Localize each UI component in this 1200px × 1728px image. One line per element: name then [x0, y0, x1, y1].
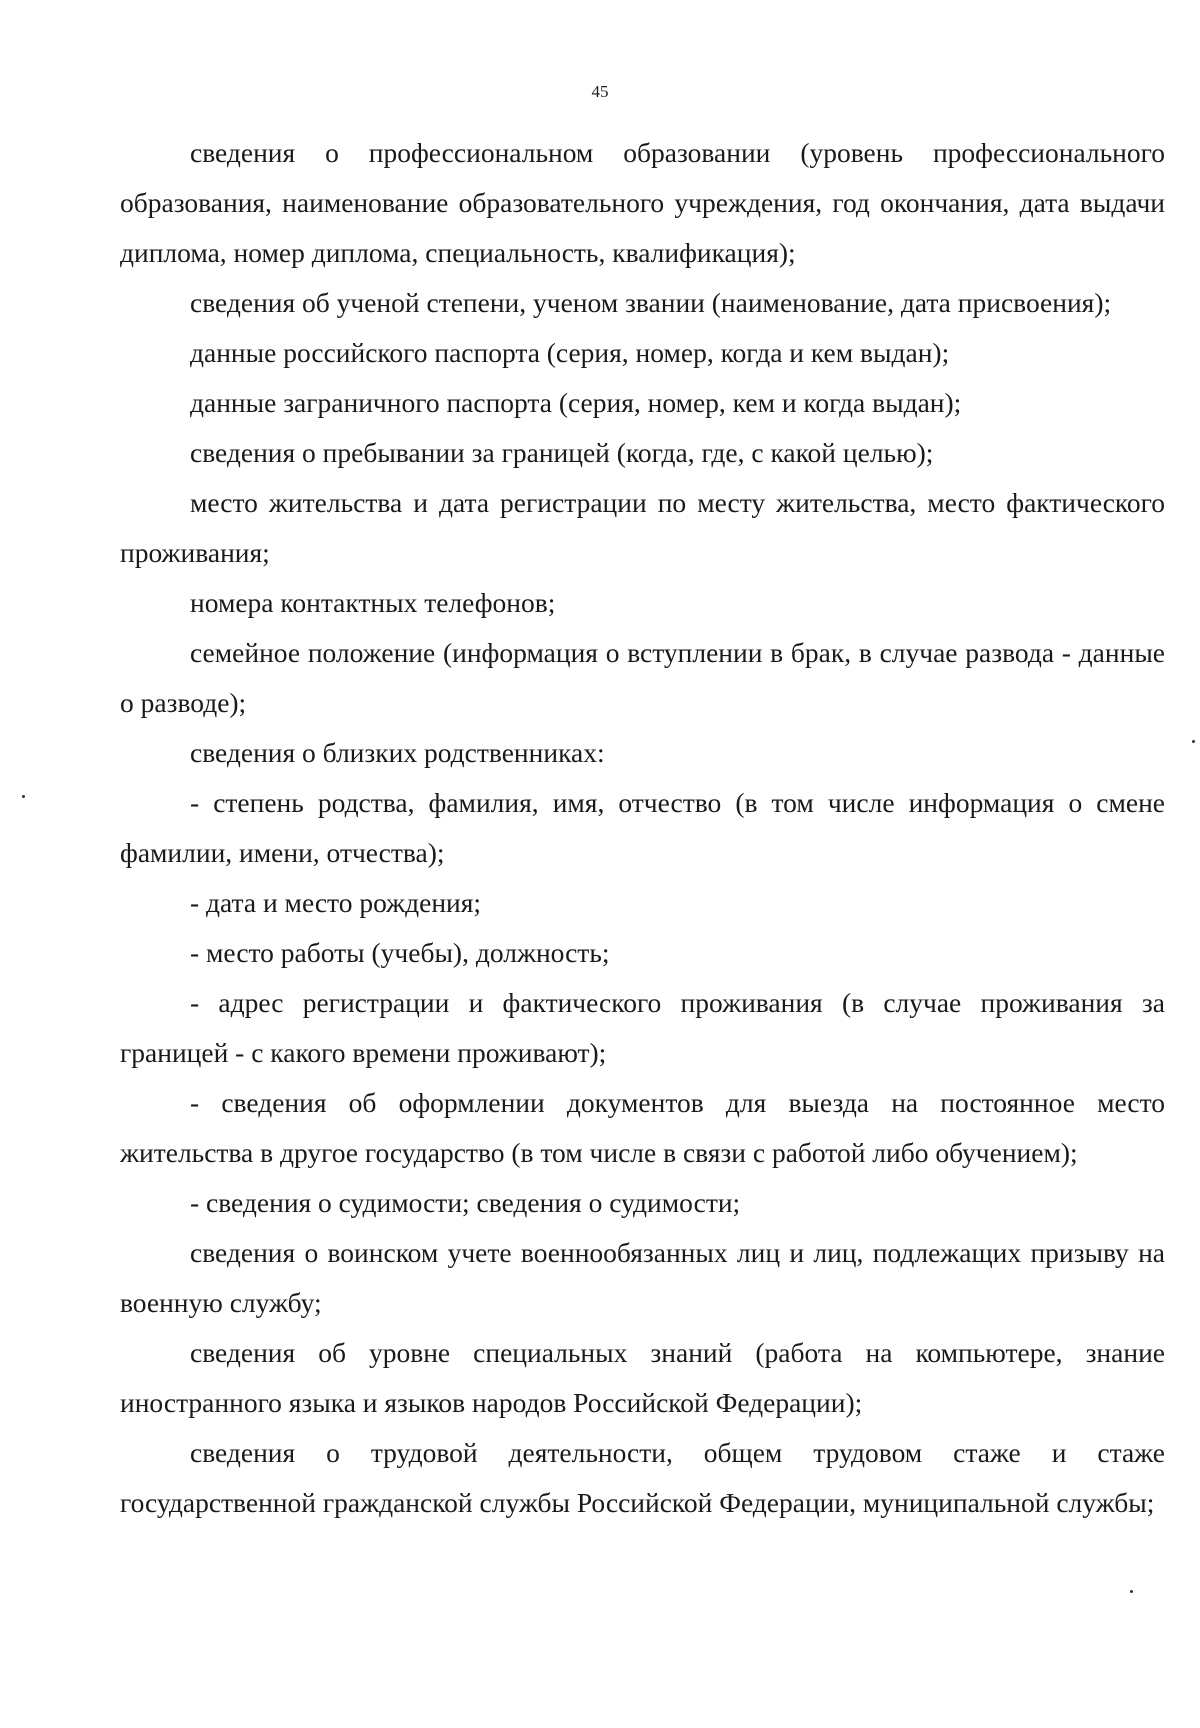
paragraph-work-experience: сведения о трудовой деятельности, общем трудовом стаже и стаже государственной гражданской службы Российской Федерации, муниципальной службы;: [120, 1437, 1165, 1518]
paragraph-contact-phones: номера контактных телефонов;: [190, 587, 556, 618]
paragraph-close-relatives: сведения о близких родственниках:: [190, 737, 605, 768]
paragraph-academic-degree: сведения об ученой степени, ученом звании (наименование, дата присвоения);: [190, 287, 1112, 318]
list-item-address: - адрес регистрации и фактического проживания (в случае проживания за границей - с какого времени проживают);: [120, 987, 1165, 1068]
list-item-criminal-record: - сведения о судимости; сведения о судимости;: [190, 1187, 741, 1218]
paragraph-foreign-passport: данные заграничного паспорта (серия, номер, кем и когда выдан);: [190, 387, 962, 418]
document-body: [120, 128, 1165, 1528]
page-number: 45: [591, 82, 609, 101]
scan-speck: [1130, 1590, 1133, 1593]
scan-speck: [1192, 740, 1195, 743]
paragraph-professional-education: сведения о профессиональном образовании (уровень профессионального образования, наименование образовательного учреждения, год окончания, дата выдачи диплома, номер диплома, специальность, квалификация);: [120, 137, 1165, 268]
paragraph-russian-passport: данные российского паспорта (серия, номер, когда и кем выдан);: [190, 337, 950, 368]
paragraph-special-knowledge: сведения об уровне специальных знаний (работа на компьютере, знание иностранного языка и языков народов Российской Федерации);: [120, 1337, 1165, 1418]
paragraph-stay-abroad: сведения о пребывании за границей (когда, где, с какой целью);: [190, 437, 934, 468]
list-item-workplace: - место работы (учебы), должность;: [190, 937, 610, 968]
list-item-birth: - дата и место рождения;: [190, 887, 482, 918]
scan-speck: [22, 795, 25, 798]
paragraph-residence: место жительства и дата регистрации по месту жительства, место фактического проживания;: [120, 487, 1165, 568]
list-item-relation-name: - степень родства, фамилия, имя, отчество (в том числе информация о смене фамилии, имени, отчества);: [120, 787, 1165, 868]
paragraph-military-registration: сведения о воинском учете военнообязанных лиц и лиц, подлежащих призыву на военную службу;: [120, 1237, 1165, 1318]
paragraph-marital-status: семейное положение (информация о вступлении в брак, в случае развода - данные о разводе);: [120, 637, 1165, 718]
list-item-emigration-docs: - сведения об оформлении документов для выезда на постоянное место жительства в другое государство (в том числе в связи с работой либо обучением);: [120, 1087, 1165, 1168]
